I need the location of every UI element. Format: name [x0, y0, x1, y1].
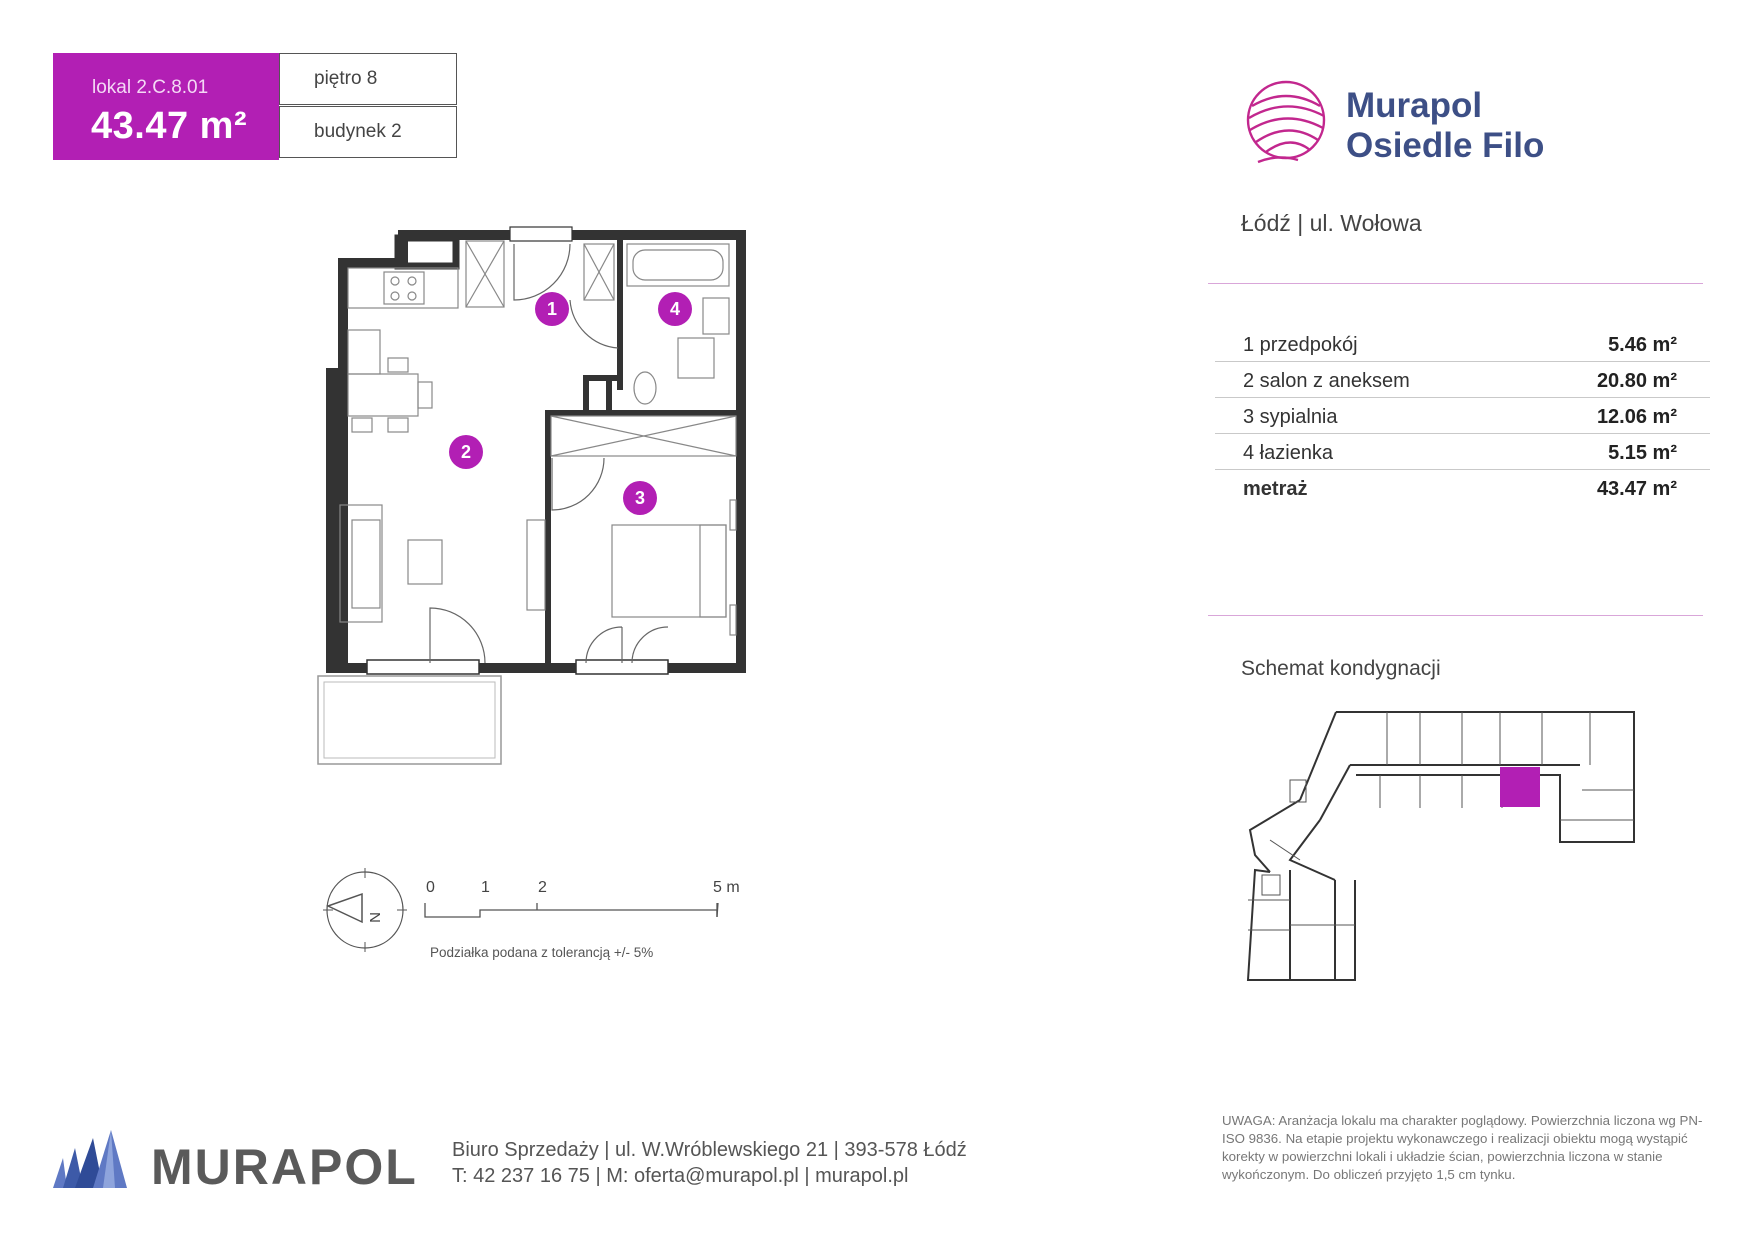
room-row	[1215, 433, 1710, 470]
footer-address: Biuro Sprzedaży | ul. W.Wróblewskiego 21 | 393-578 Łódź	[452, 1139, 967, 1161]
scale-bar	[420, 875, 750, 925]
scale-tick: 2	[538, 879, 547, 896]
room-marker-label: 3	[634, 488, 646, 508]
schemat-title: Schemat kondygnacji	[1241, 657, 1441, 680]
room-area: 5.15 m²	[1608, 442, 1677, 464]
room-area: 5.46 m²	[1608, 334, 1677, 356]
room-row	[1215, 397, 1710, 434]
room-markers	[449, 292, 692, 515]
divider	[1208, 615, 1703, 616]
divider	[1208, 283, 1703, 284]
balcony	[318, 676, 501, 764]
floor-schema	[1240, 700, 1660, 990]
floor-plan	[310, 220, 760, 770]
unit-area: 43.47 m²	[91, 105, 248, 147]
room-name: 3 sypialnia	[1243, 406, 1338, 428]
project-name	[1346, 86, 1544, 166]
footer-contact: T: 42 237 16 75 | M: oferta@murapol.pl | murapol.pl	[452, 1165, 909, 1187]
room-name: 2 salon z aneksem	[1243, 370, 1410, 392]
room-name: 1 przedpokój	[1243, 334, 1358, 356]
floor-cell: piętro 8	[279, 53, 457, 105]
murapol-logo-icon	[53, 1130, 127, 1188]
room-area: 12.06 m²	[1596, 406, 1677, 428]
room-row	[1215, 361, 1710, 398]
unit-label: lokal 2.C.8.01	[92, 77, 209, 98]
room-row	[1215, 325, 1710, 362]
unit-area-box	[53, 53, 279, 160]
total-area: 43.47 m²	[1596, 478, 1677, 500]
scale-tick: 0	[426, 879, 435, 896]
room-name: 4 łazienka	[1243, 442, 1334, 464]
compass-icon	[320, 860, 410, 960]
scale-tick: 5 m	[713, 879, 740, 896]
room-marker-label: 2	[460, 442, 472, 462]
footer-brand: MURAPOL	[151, 1139, 418, 1195]
north-label: N	[366, 912, 383, 923]
unit-highlight	[1500, 767, 1540, 807]
building-cell: budynek 2	[279, 106, 457, 158]
scale-tick: 1	[481, 879, 490, 896]
room-marker-label: 4	[669, 299, 681, 319]
scale-note: Podziałka podana z tolerancją +/- 5%	[430, 945, 654, 960]
yarn-logo-icon	[1238, 76, 1338, 166]
brand-line-1: Murapol	[1346, 86, 1483, 125]
room-area: 20.80 m²	[1596, 370, 1677, 392]
disclaimer: UWAGA: Aranżacja lokalu ma charakter poglądowy. Powierzchnia liczona wg PN-ISO 9836. Na etapie projektu wykonawczego i realizacji obiektu mogą wystąpić korekty w powierzchni lokali i układzie ścian, powierzchnia liczona w stanie wykończonym. Do obliczeń przyjęto 1,5 cm tynku.	[1222, 1113, 1703, 1182]
room-marker-label: 1	[546, 299, 558, 319]
total-row	[1215, 469, 1710, 505]
brand-line-2: Osiedle Filo	[1346, 126, 1545, 165]
total-label: metraż	[1243, 478, 1308, 500]
location: Łódź | ul. Wołowa	[1241, 210, 1422, 236]
